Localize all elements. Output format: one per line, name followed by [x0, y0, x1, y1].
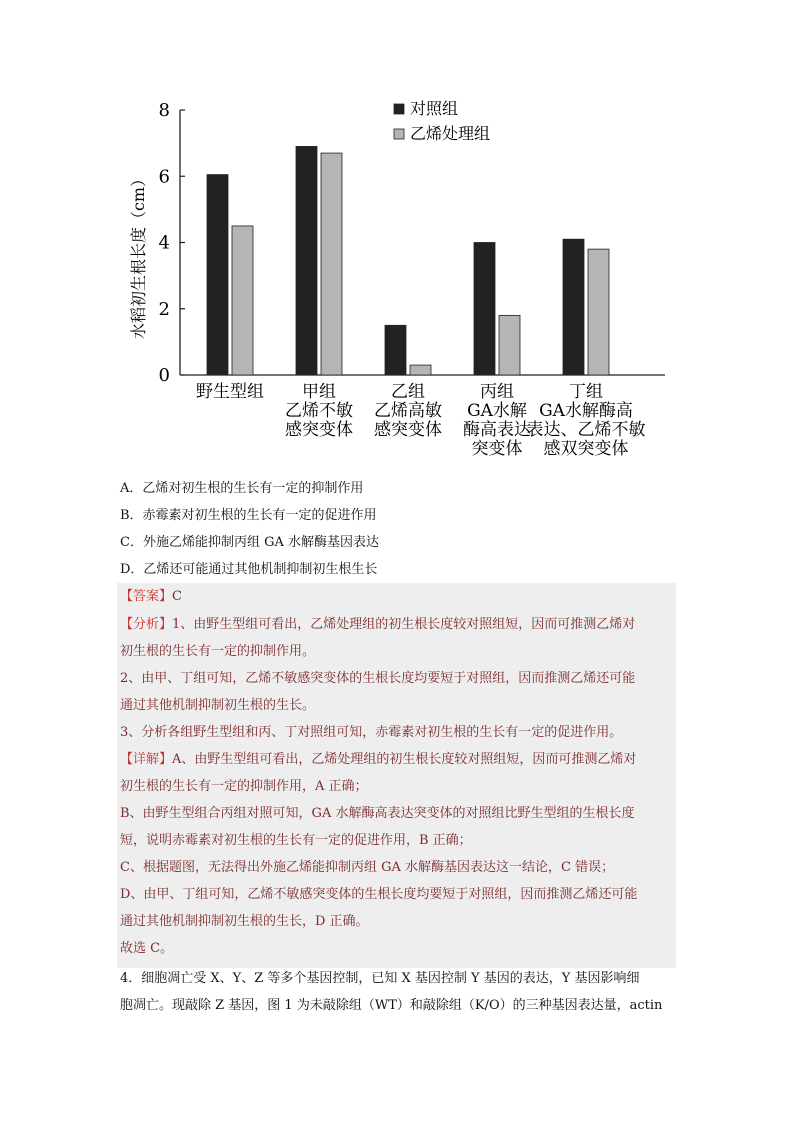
x-category-label-2-1: 乙烯高敏 — [374, 401, 442, 421]
legend-label-0: 对照组 — [410, 99, 459, 118]
x-category-label-4-1: GA水解酶高 — [539, 401, 633, 421]
x-category-label-4-2: 表达、乙烯不敏 — [526, 420, 646, 440]
y-tick-label-2: 4 — [158, 232, 170, 254]
bar-ethylene-2 — [410, 365, 431, 375]
x-category-label-3-2: 酶高表达 — [463, 420, 531, 440]
x-category-label-3-1: GA水解 — [467, 401, 527, 421]
x-category-label-0-0: 野生型组 — [196, 382, 264, 402]
bar-control-2 — [385, 325, 406, 375]
x-category-label-2-2: 感突变体 — [374, 420, 442, 440]
legend-swatch-1 — [394, 129, 404, 139]
answer-tag: 【答案】 — [120, 589, 173, 604]
bar-control-0 — [207, 175, 228, 375]
y-tick-label-3: 6 — [158, 166, 170, 188]
bar-control-3 — [474, 243, 495, 376]
question-4-line-1: 4．细胞凋亡受 X、Y、Z 等多个基因控制，已知 X 基因控制 Y 基因的表达，Y 基因影响细 — [120, 971, 640, 986]
bar-control-4 — [563, 239, 584, 375]
detail-line-d2: 通过其他机制抑制初生根的生长，D 正确。 — [120, 914, 369, 929]
answer-line — [120, 588, 182, 606]
y-tick-label-4: 8 — [158, 100, 170, 121]
chart-x-labels — [196, 382, 646, 459]
legend-label-1: 乙烯处理组 — [410, 124, 491, 143]
y-tick-label-0: 0 — [158, 365, 170, 386]
detail-line-c: C、根据题图，无法得出外施乙烯能抑制丙组 GA 水解酶基因表达这一结论，C 错误； — [120, 860, 615, 875]
x-category-label-2-0: 乙组 — [391, 382, 425, 402]
legend-swatch-0 — [394, 104, 404, 114]
x-category-label-1-0: 甲组 — [302, 382, 336, 402]
analysis-line-3: 3、分析各组野生型组和丙、丁对照组可知，赤霉素对初生根的生长有一定的促进作用。 — [120, 725, 623, 740]
x-category-label-4-3: 感双突变体 — [543, 439, 629, 459]
x-category-label-1-2: 感突变体 — [285, 420, 353, 440]
detail-line-a1 — [120, 751, 636, 769]
chart-legend — [394, 99, 490, 143]
answer-panel — [117, 583, 676, 968]
y-tick-label-1: 2 — [158, 298, 170, 320]
detail-tag: 【详解】 — [120, 752, 173, 767]
detail-line-b2: 短，说明赤霉素对初生根的生长有一定的促进作用，B 正确； — [120, 833, 472, 848]
option-d: D．乙烯还可能通过其他机制抑制初生根生长 — [120, 562, 378, 577]
analysis-line-2b: 通过其他机制抑制初生根的生长。 — [120, 698, 316, 713]
bar-ethylene-4 — [588, 249, 609, 375]
answer-value: C — [172, 589, 182, 604]
x-category-label-3-3: 突变体 — [471, 439, 523, 459]
x-category-label-4-0: 丁组 — [569, 382, 603, 402]
option-a: A．乙烯对初生根的生长有一定的抑制作用 — [120, 481, 364, 496]
analysis-line-1b: 初生根的生长有一定的抑制作用。 — [120, 644, 316, 659]
detail-line-b1: B、由野生型组合丙组对照可知，GA 水解酶高表达突变体的对照组比野生型组的生根长度 — [120, 806, 635, 821]
bar-control-1 — [296, 146, 317, 375]
option-c: C．外施乙烯能抑制丙组 GA 水解酶基因表达 — [120, 535, 379, 550]
option-b: B．赤霉素对初生根的生长有一定的促进作用 — [120, 508, 377, 523]
analysis-text: 1、由野生型组可看出，乙烯处理组的初生根长度较对照组短，因而可推测乙烯对 — [172, 617, 636, 632]
analysis-line-2a: 2、由甲、丁组可知，乙烯不敏感突变体的生根长度均要短于对照组，因而推测乙烯还可能 — [120, 671, 636, 686]
detail-text: A、由野生型组可看出，乙烯处理组的初生根长度较对照组短，因而可推测乙烯对 — [172, 752, 637, 767]
x-category-label-3-0: 丙组 — [480, 382, 514, 402]
x-category-label-1-1: 乙烯不敏 — [285, 401, 353, 421]
root-length-bar-chart — [110, 90, 700, 470]
bar-ethylene-1 — [321, 153, 342, 375]
chart-bars — [207, 146, 609, 375]
bar-ethylene-0 — [232, 226, 253, 375]
detail-line-a2: 初生根的生长有一定的抑制作用，A 正确； — [120, 779, 368, 794]
analysis-line-1a — [120, 616, 635, 634]
bar-ethylene-3 — [499, 315, 520, 375]
question-4-line-2: 胞凋亡。现敲除 Z 基因，图 1 为未敲除组（WT）和敲除组（K/O）的三种基因表达量，actin — [120, 998, 663, 1013]
y-axis-label: 水稻初生根长度（cm） — [129, 170, 148, 340]
analysis-tag: 【分析】 — [120, 617, 173, 632]
final-answer: 故选 C。 — [120, 941, 174, 956]
detail-line-d1: D、由甲、丁组可知，乙烯不敏感突变体的生根长度均要短于对照组，因而推测乙烯还可能 — [120, 887, 638, 902]
